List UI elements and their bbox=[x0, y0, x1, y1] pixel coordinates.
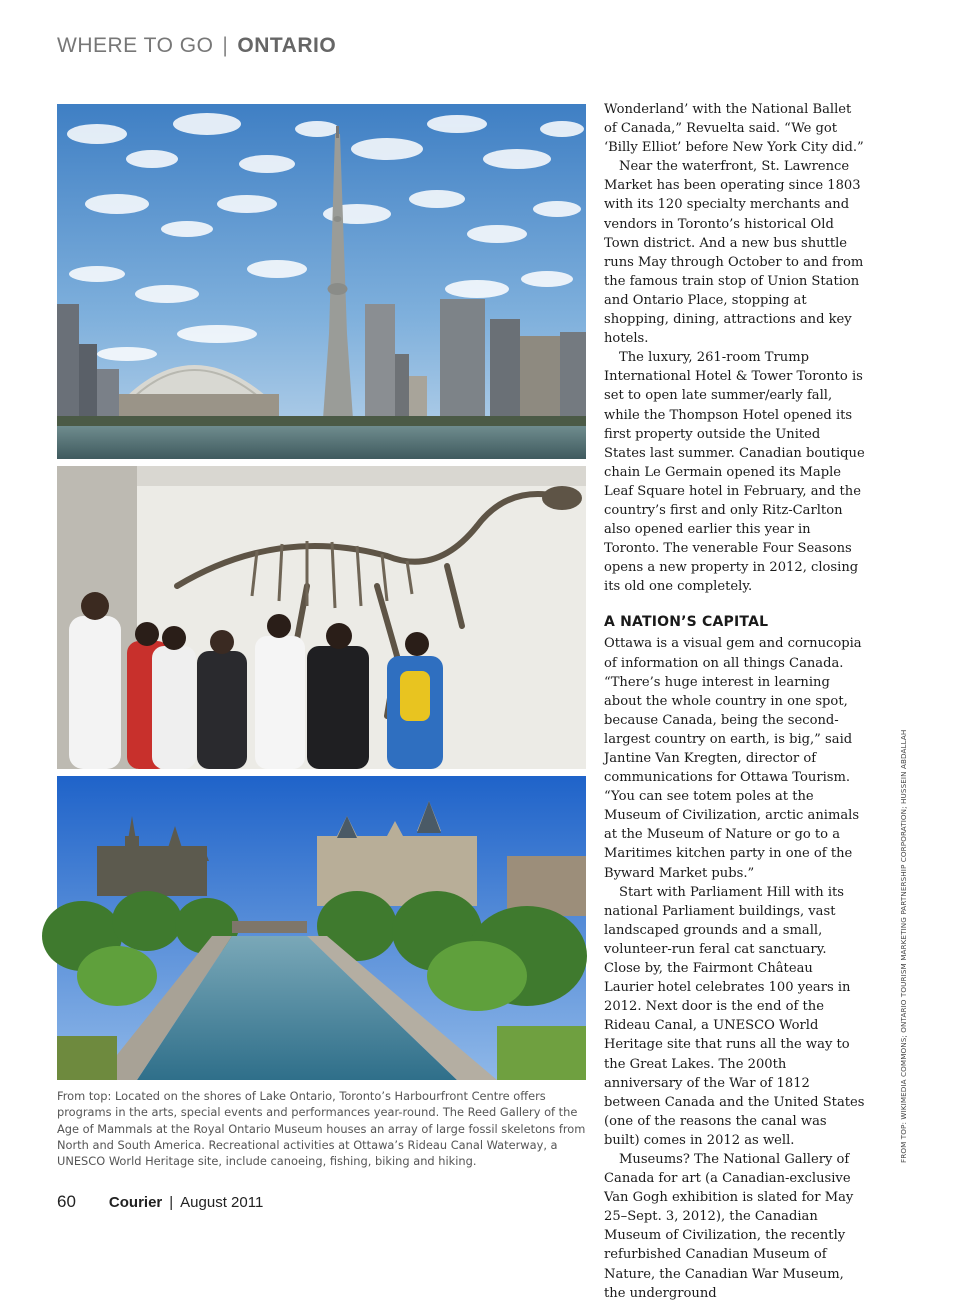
museum-skeleton-photo bbox=[57, 466, 586, 769]
header-separator: | bbox=[222, 34, 229, 57]
footer-separator: | bbox=[169, 1194, 174, 1211]
toronto-skyline-photo bbox=[57, 104, 586, 459]
photo-caption: From top: Located on the shores of Lake Ontario, Toronto’s Harbourfront Centre offers programs in the arts, special events and performances year-round. The Reed Gallery of the Age of Mammals at the Royal Ontario Museum houses an array of large fossil skeletons from North and South America. Recreational activities at Ottawa’s Rideau Canal Waterway, a UNESCO World Heritage site, include canoeing, fishing, biking and hiking. bbox=[57, 1089, 586, 1169]
article-paragraph-5: Start with Parliament Hill with its national Parliament buildings, vast landscaped grounds and a small, volunteer-run feral cat sanctuary. Close by, the Fairmont Château Laurier hotel celebrates 100 years in 2012. Next door is the end of the Rideau Canal, a UNESCO World Heritage site that runs all the way to the Great Lakes. The 200th anniversary of the War of 1812 between Canada and the United States (one of the reasons the canal was built) comes in 2012 as well. bbox=[604, 884, 865, 1148]
rideau-canal-photo bbox=[57, 776, 586, 1080]
section-label: WHERE TO GO bbox=[57, 34, 214, 57]
page-number: 60 bbox=[57, 1192, 76, 1211]
section-header bbox=[57, 34, 336, 58]
article-paragraph-2: Near the waterfront, St. Lawrence Market has been operating since 1803 with its 120 specialty merchants and vendors in Toronto’s historical Old Town district. And a new bus shuttle runs May through October to and from the famous train stop of Union Station and Ontario Place, stopping at shopping, dining, attractions and key hotels. bbox=[604, 159, 864, 347]
article-paragraph-4: Ottawa is a visual gem and cornucopia of information on all things Canada. “There’s huge interest in learning about the whole country in one spot, because Canada, being the second-largest country on earth, is big,” said Jantine Van Kregten, director of communications for Ottawa Tourism. “You can see totem poles at the Museum of Civilization, arctic animals at the Museum of Nature or go to a Maritimes kitchen party in one of the Byward Market pubs.” bbox=[604, 636, 862, 881]
article-paragraph-1: Wonderland’ with the National Ballet of Canada,” Revuelta said. “We got ‘Billy Elliot’ before New York City did.” bbox=[604, 102, 864, 156]
article-paragraph-6: Museums? The National Gallery of Canada for art (a Canadian-exclusive Van Gogh exhibition is slated for May 25–Sept. 3, 2012), the Canadian Museum of Civilization, the recently refurbished Canadian Museum of Nature, the Canadian War Museum, the underground bbox=[604, 1151, 854, 1301]
article-body bbox=[604, 100, 866, 1303]
museum-skeleton-illustration bbox=[57, 466, 586, 769]
toronto-skyline-illustration bbox=[57, 104, 586, 459]
page-footer bbox=[57, 1192, 263, 1212]
region-label: ONTARIO bbox=[237, 34, 337, 57]
publication-name: Courier bbox=[108, 1194, 163, 1211]
section-heading: A NATION’S CAPITAL bbox=[604, 614, 769, 631]
photo-credit: FROM TOP: WIKIMEDIA COMMONS; ONTARIO TOURISM MARKETING PARTNERSHIP CORPORATION; HUSSEIN ABDALLAH bbox=[899, 729, 908, 1163]
article-paragraph-3: The luxury, 261-room Trump International Hotel & Tower Toronto is set to open late summer/early fall, while the Thompson Hotel opened its first property outside the United States last summer. Canadian boutique chain Le Germain opened its Maple Leaf Square hotel in February, and the country’s first and only Ritz-Carlton also opened earlier this year in Toronto. The venerable Four Seasons opens a new property in 2012, closing its old one completely. bbox=[604, 350, 865, 595]
rideau-canal-illustration bbox=[57, 776, 586, 1080]
issue-date: August 2011 bbox=[180, 1194, 264, 1211]
